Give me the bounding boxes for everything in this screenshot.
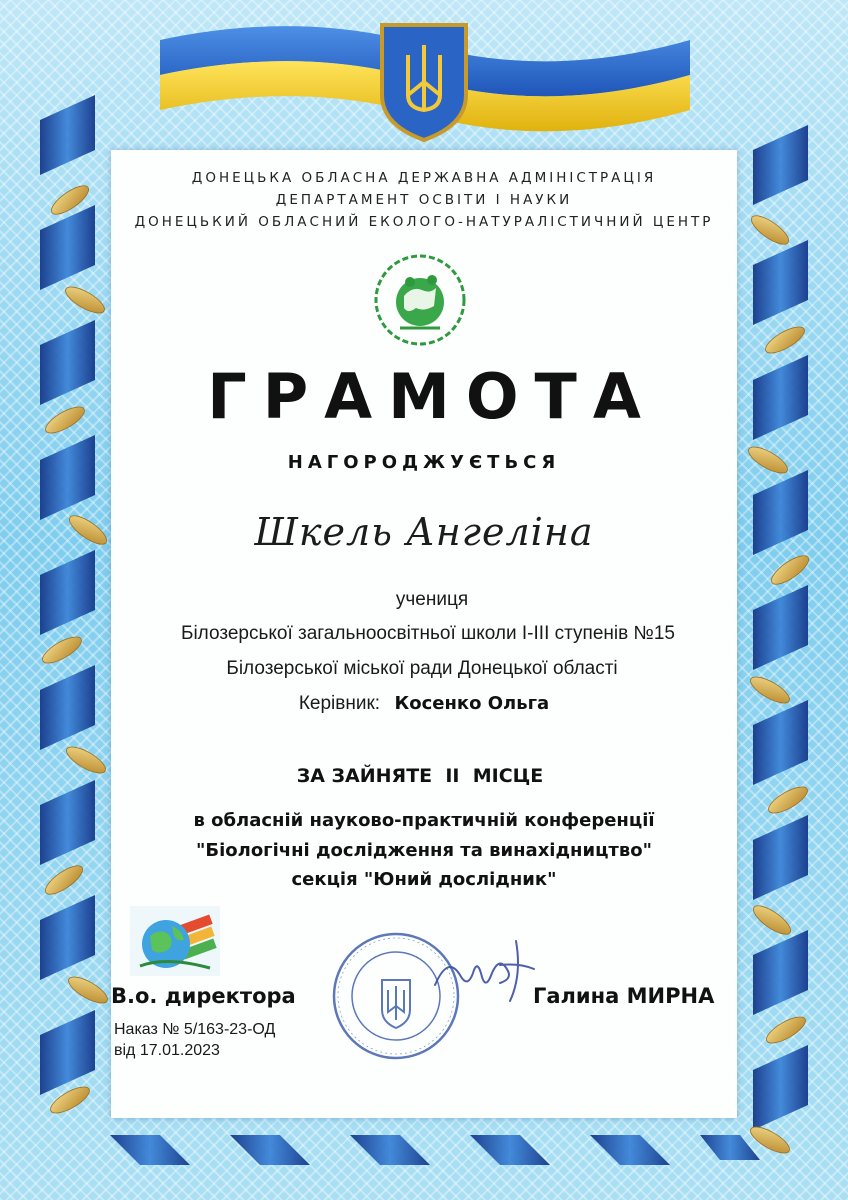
school-line-2: Білозерської міської ради Донецької області: [226, 658, 618, 679]
supervisor-name: Косенко Ольга: [394, 693, 550, 714]
school-line-1: Білозерської загальноосвітньої школи І-ІІІ ступенів №15: [180, 623, 676, 644]
event-line-1: в обласній науково-практичній конференції: [193, 810, 655, 831]
order-date: від 17.01.2023: [114, 1042, 220, 1059]
header-line-administration: ДОНЕЦЬКА ОБЛАСНА ДЕРЖАВНА АДМІНІСТРАЦІЯ: [191, 170, 657, 186]
bottom-ribbon: [110, 1135, 760, 1165]
event-line-3: секція "Юний дослідник": [291, 869, 557, 890]
order-number: Наказ № 5/163-23-ОД: [114, 1021, 276, 1038]
header-line-department: ДЕПАРТАМЕНТ ОСВІТИ І НАУКИ: [275, 192, 573, 208]
event-line-2: "Біологічні дослідження та винахідництво": [196, 840, 652, 861]
signer-name: Галина МИРНА: [533, 984, 715, 1008]
certificate-title: ГРАМОТА: [207, 360, 657, 433]
place-award: ЗА ЗАЙНЯТЕ ІІ МІСЦЕ: [296, 765, 544, 787]
signer-position: В.о. директора: [111, 984, 296, 1008]
supervisor-row: [0, 693, 848, 715]
trident-shield-icon: [382, 25, 466, 140]
handwritten-signature-icon: [430, 935, 540, 1005]
header-line-center: ДОНЕЦЬКИЙ ОБЛАСНИЙ ЕКОЛОГО-НАТУРАЛІСТИЧНИЙ ЦЕНТР: [134, 214, 714, 230]
globe-books-icon: [130, 906, 220, 976]
supervisor-label: Керівник:: [298, 693, 381, 714]
right-leaves: [745, 211, 813, 1158]
certificate-subtitle: НАГОРОДЖУЄТЬСЯ: [287, 452, 561, 473]
recipient-role: учениця: [395, 589, 469, 610]
recipient-name: Шкель Ангеліна: [254, 510, 594, 554]
eco-center-logo-icon: [370, 250, 470, 350]
left-leaves: [39, 181, 111, 1118]
